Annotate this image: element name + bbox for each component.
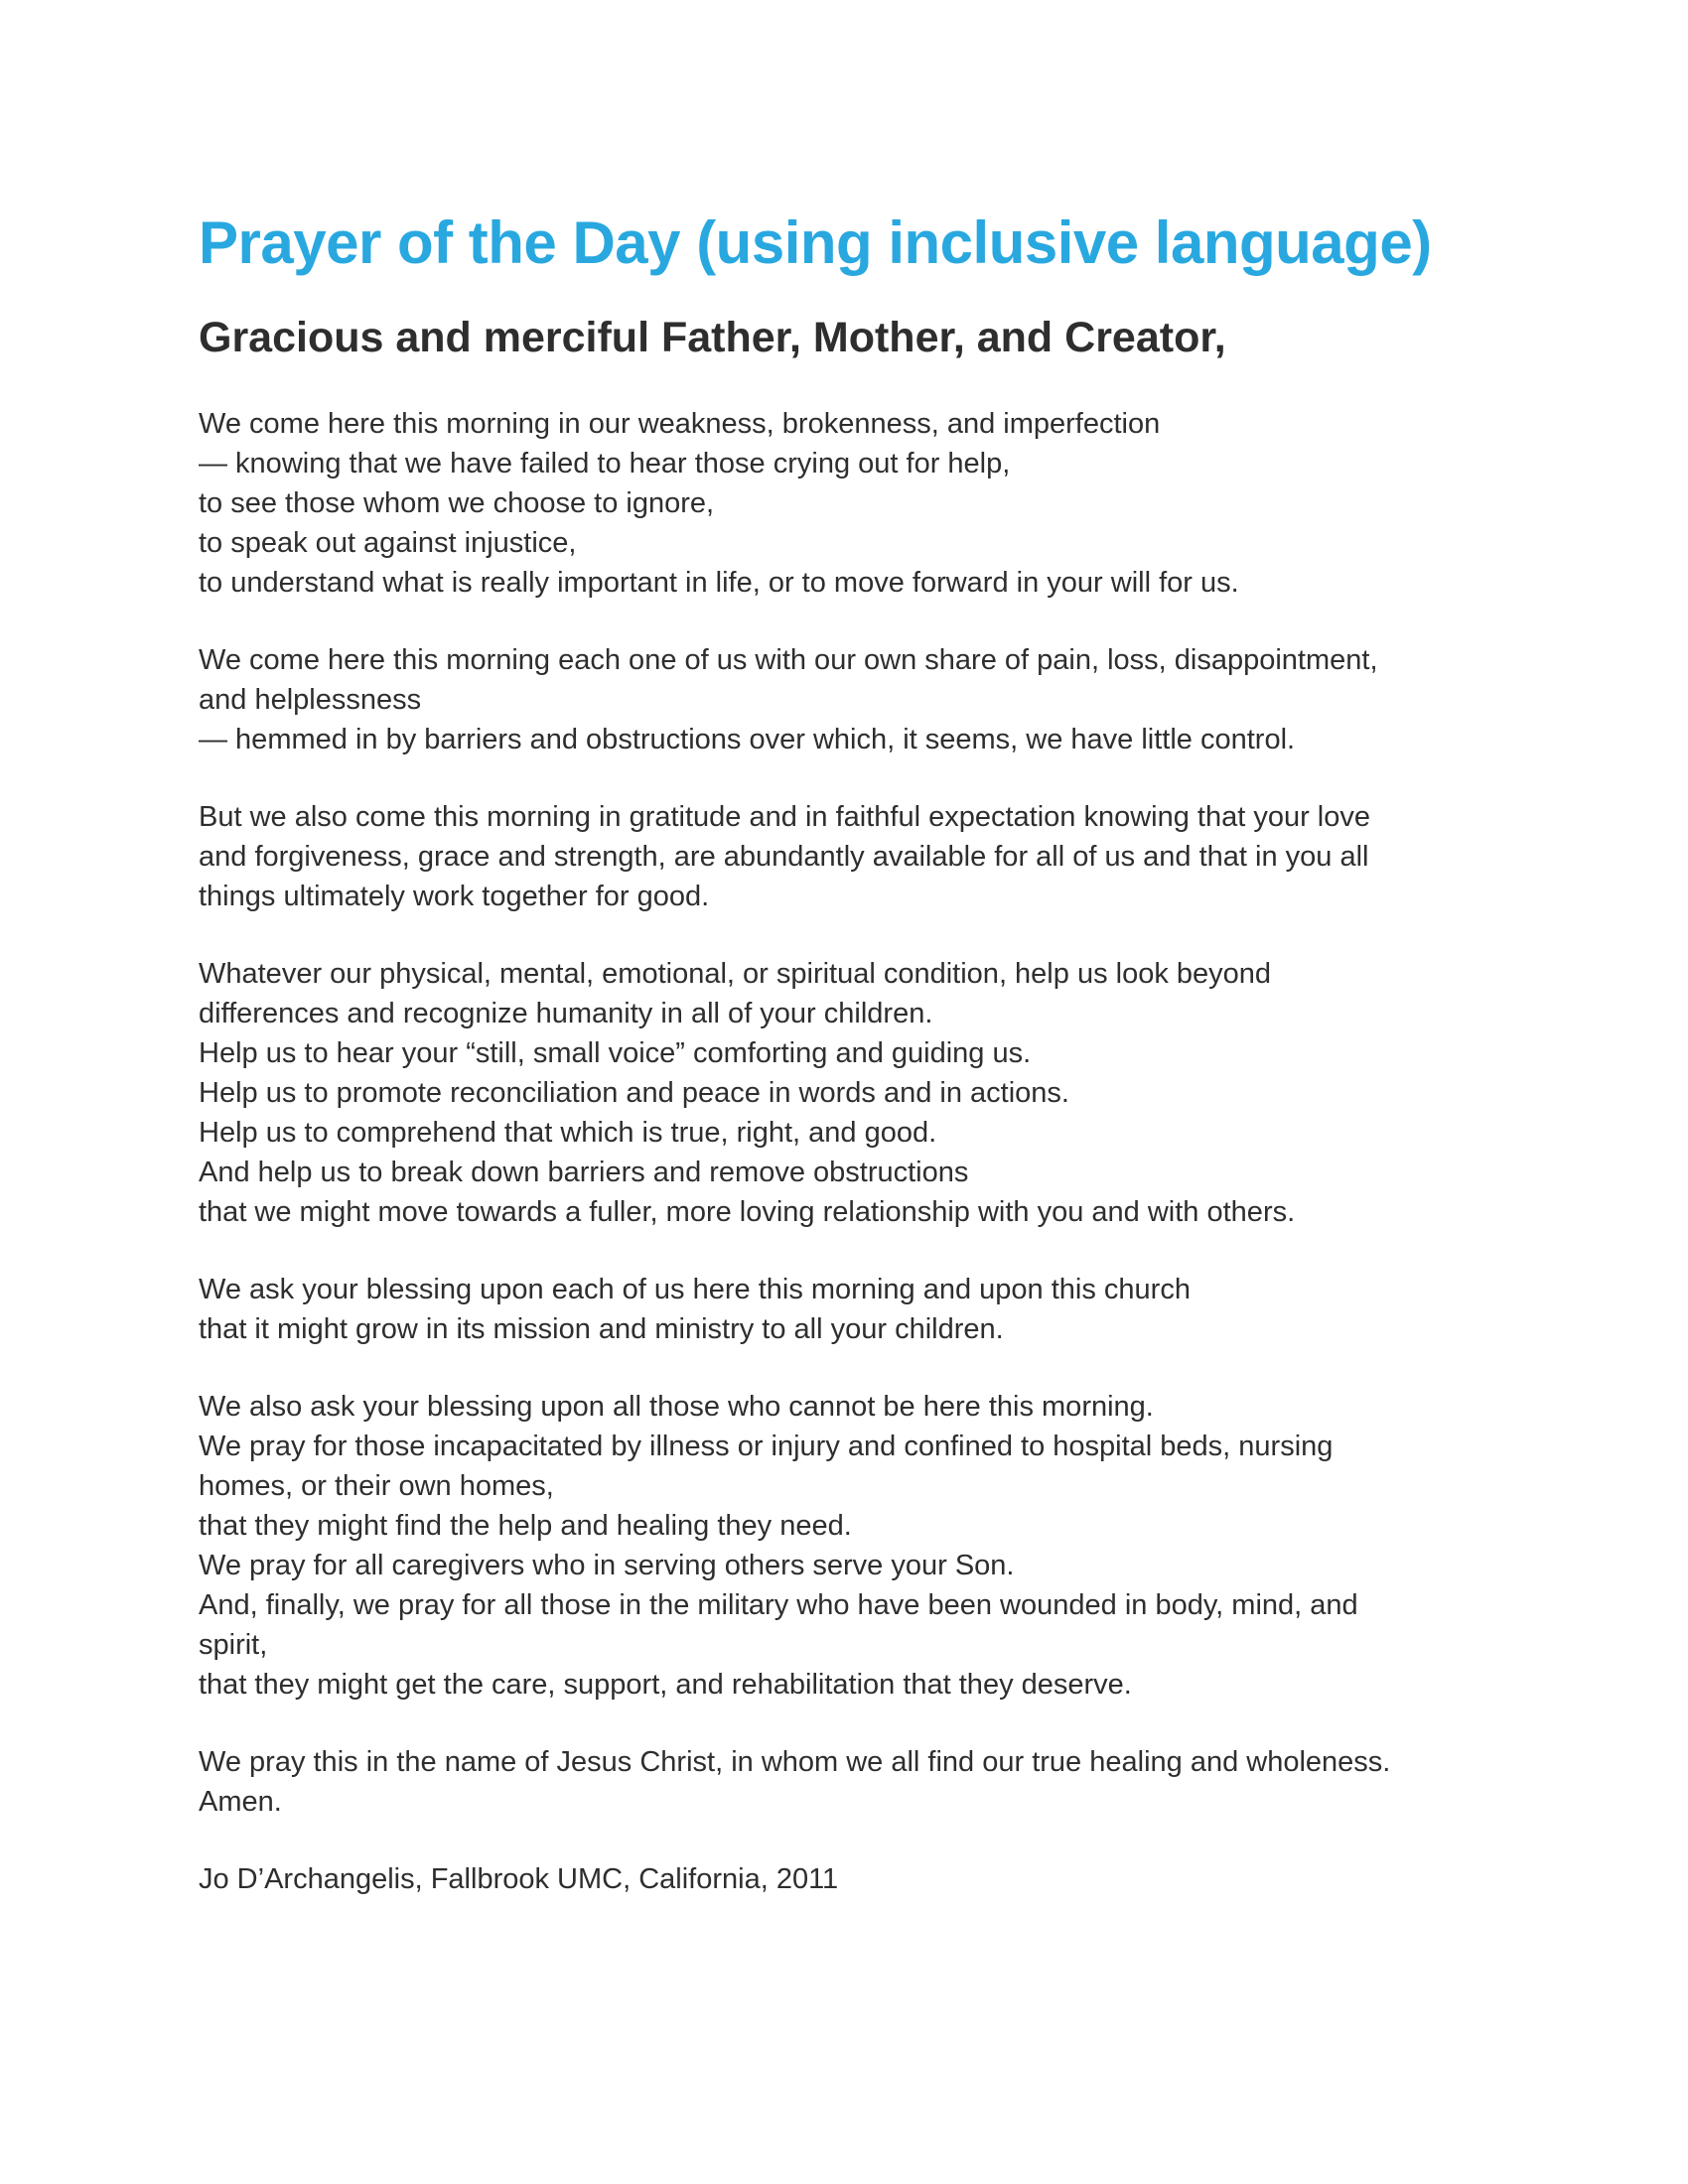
prayer-line: things ultimately work together for good.	[199, 881, 710, 912]
prayer-line: We pray for all caregivers who in serving others serve your Son.	[199, 1550, 1015, 1581]
prayer-line: We ask your blessing upon each of us here this morning and upon this church	[199, 1274, 1191, 1305]
prayer-paragraph	[199, 640, 1489, 759]
prayer-line: Help us to comprehend that which is true, right, and good.	[199, 1117, 937, 1149]
prayer-paragraph	[199, 404, 1489, 603]
prayer-line: and forgiveness, grace and strength, are abundantly available for all of us and that in you all	[199, 841, 1369, 873]
document-page	[199, 204, 1489, 1899]
prayer-line: We pray this in the name of Jesus Christ, in whom we all find our true healing and wholeness.	[199, 1746, 1391, 1778]
prayer-line: that we might move towards a fuller, more loving relationship with you and with others.	[199, 1196, 1296, 1228]
prayer-line: — knowing that we have failed to hear those crying out for help,	[199, 448, 1011, 479]
attribution: Jo D’Archangelis, Fallbrook UMC, California, 2011	[199, 1863, 839, 1895]
prayer-line: homes, or their own homes,	[199, 1470, 554, 1502]
prayer-line: We pray for those incapacitated by illness or injury and confined to hospital beds, nursing	[199, 1431, 1334, 1462]
prayer-paragraph	[199, 1742, 1489, 1822]
prayer-paragraph	[199, 1387, 1489, 1705]
prayer-line: But we also come this morning in gratitude and in faithful expectation knowing that your love	[199, 801, 1371, 833]
prayer-line: that they might find the help and healing they need.	[199, 1510, 852, 1542]
prayer-paragraph	[199, 797, 1489, 916]
prayer-body	[199, 404, 1489, 1822]
prayer-line: And, finally, we pray for all those in the military who have been wounded in body, mind, and	[199, 1589, 1358, 1621]
prayer-line: Amen.	[199, 1786, 282, 1818]
prayer-line: that it might grow in its mission and ministry to all your children.	[199, 1313, 1004, 1345]
prayer-line: to understand what is really important in life, or to move forward in your will for us.	[199, 567, 1239, 599]
prayer-line: to speak out against injustice,	[199, 527, 577, 559]
prayer-line: We come here this morning in our weakness, brokenness, and imperfection	[199, 408, 1161, 440]
prayer-line: Help us to promote reconciliation and peace in words and in actions.	[199, 1077, 1069, 1109]
prayer-salutation: Gracious and merciful Father, Mother, and Creator,	[199, 314, 1226, 361]
prayer-line: and helplessness	[199, 684, 422, 716]
prayer-line: Help us to hear your “still, small voice” comforting and guiding us.	[199, 1037, 1032, 1069]
prayer-paragraph	[199, 1270, 1489, 1349]
prayer-line: spirit,	[199, 1629, 268, 1661]
prayer-line: differences and recognize humanity in all of your children.	[199, 998, 933, 1029]
prayer-line: that they might get the care, support, and rehabilitation that they deserve.	[199, 1669, 1132, 1701]
prayer-line: — hemmed in by barriers and obstructions over which, it seems, we have little control.	[199, 724, 1296, 755]
prayer-line: We also ask your blessing upon all those who cannot be here this morning.	[199, 1391, 1154, 1423]
prayer-line: We come here this morning each one of us with our own share of pain, loss, disappointment,	[199, 644, 1378, 676]
prayer-line: to see those whom we choose to ignore,	[199, 487, 715, 519]
document-title: Prayer of the Day (using inclusive language)	[199, 209, 1432, 276]
prayer-paragraph	[199, 954, 1489, 1232]
prayer-line: Whatever our physical, mental, emotional, or spiritual condition, help us look beyond	[199, 958, 1272, 990]
prayer-line: And help us to break down barriers and remove obstructions	[199, 1157, 969, 1188]
